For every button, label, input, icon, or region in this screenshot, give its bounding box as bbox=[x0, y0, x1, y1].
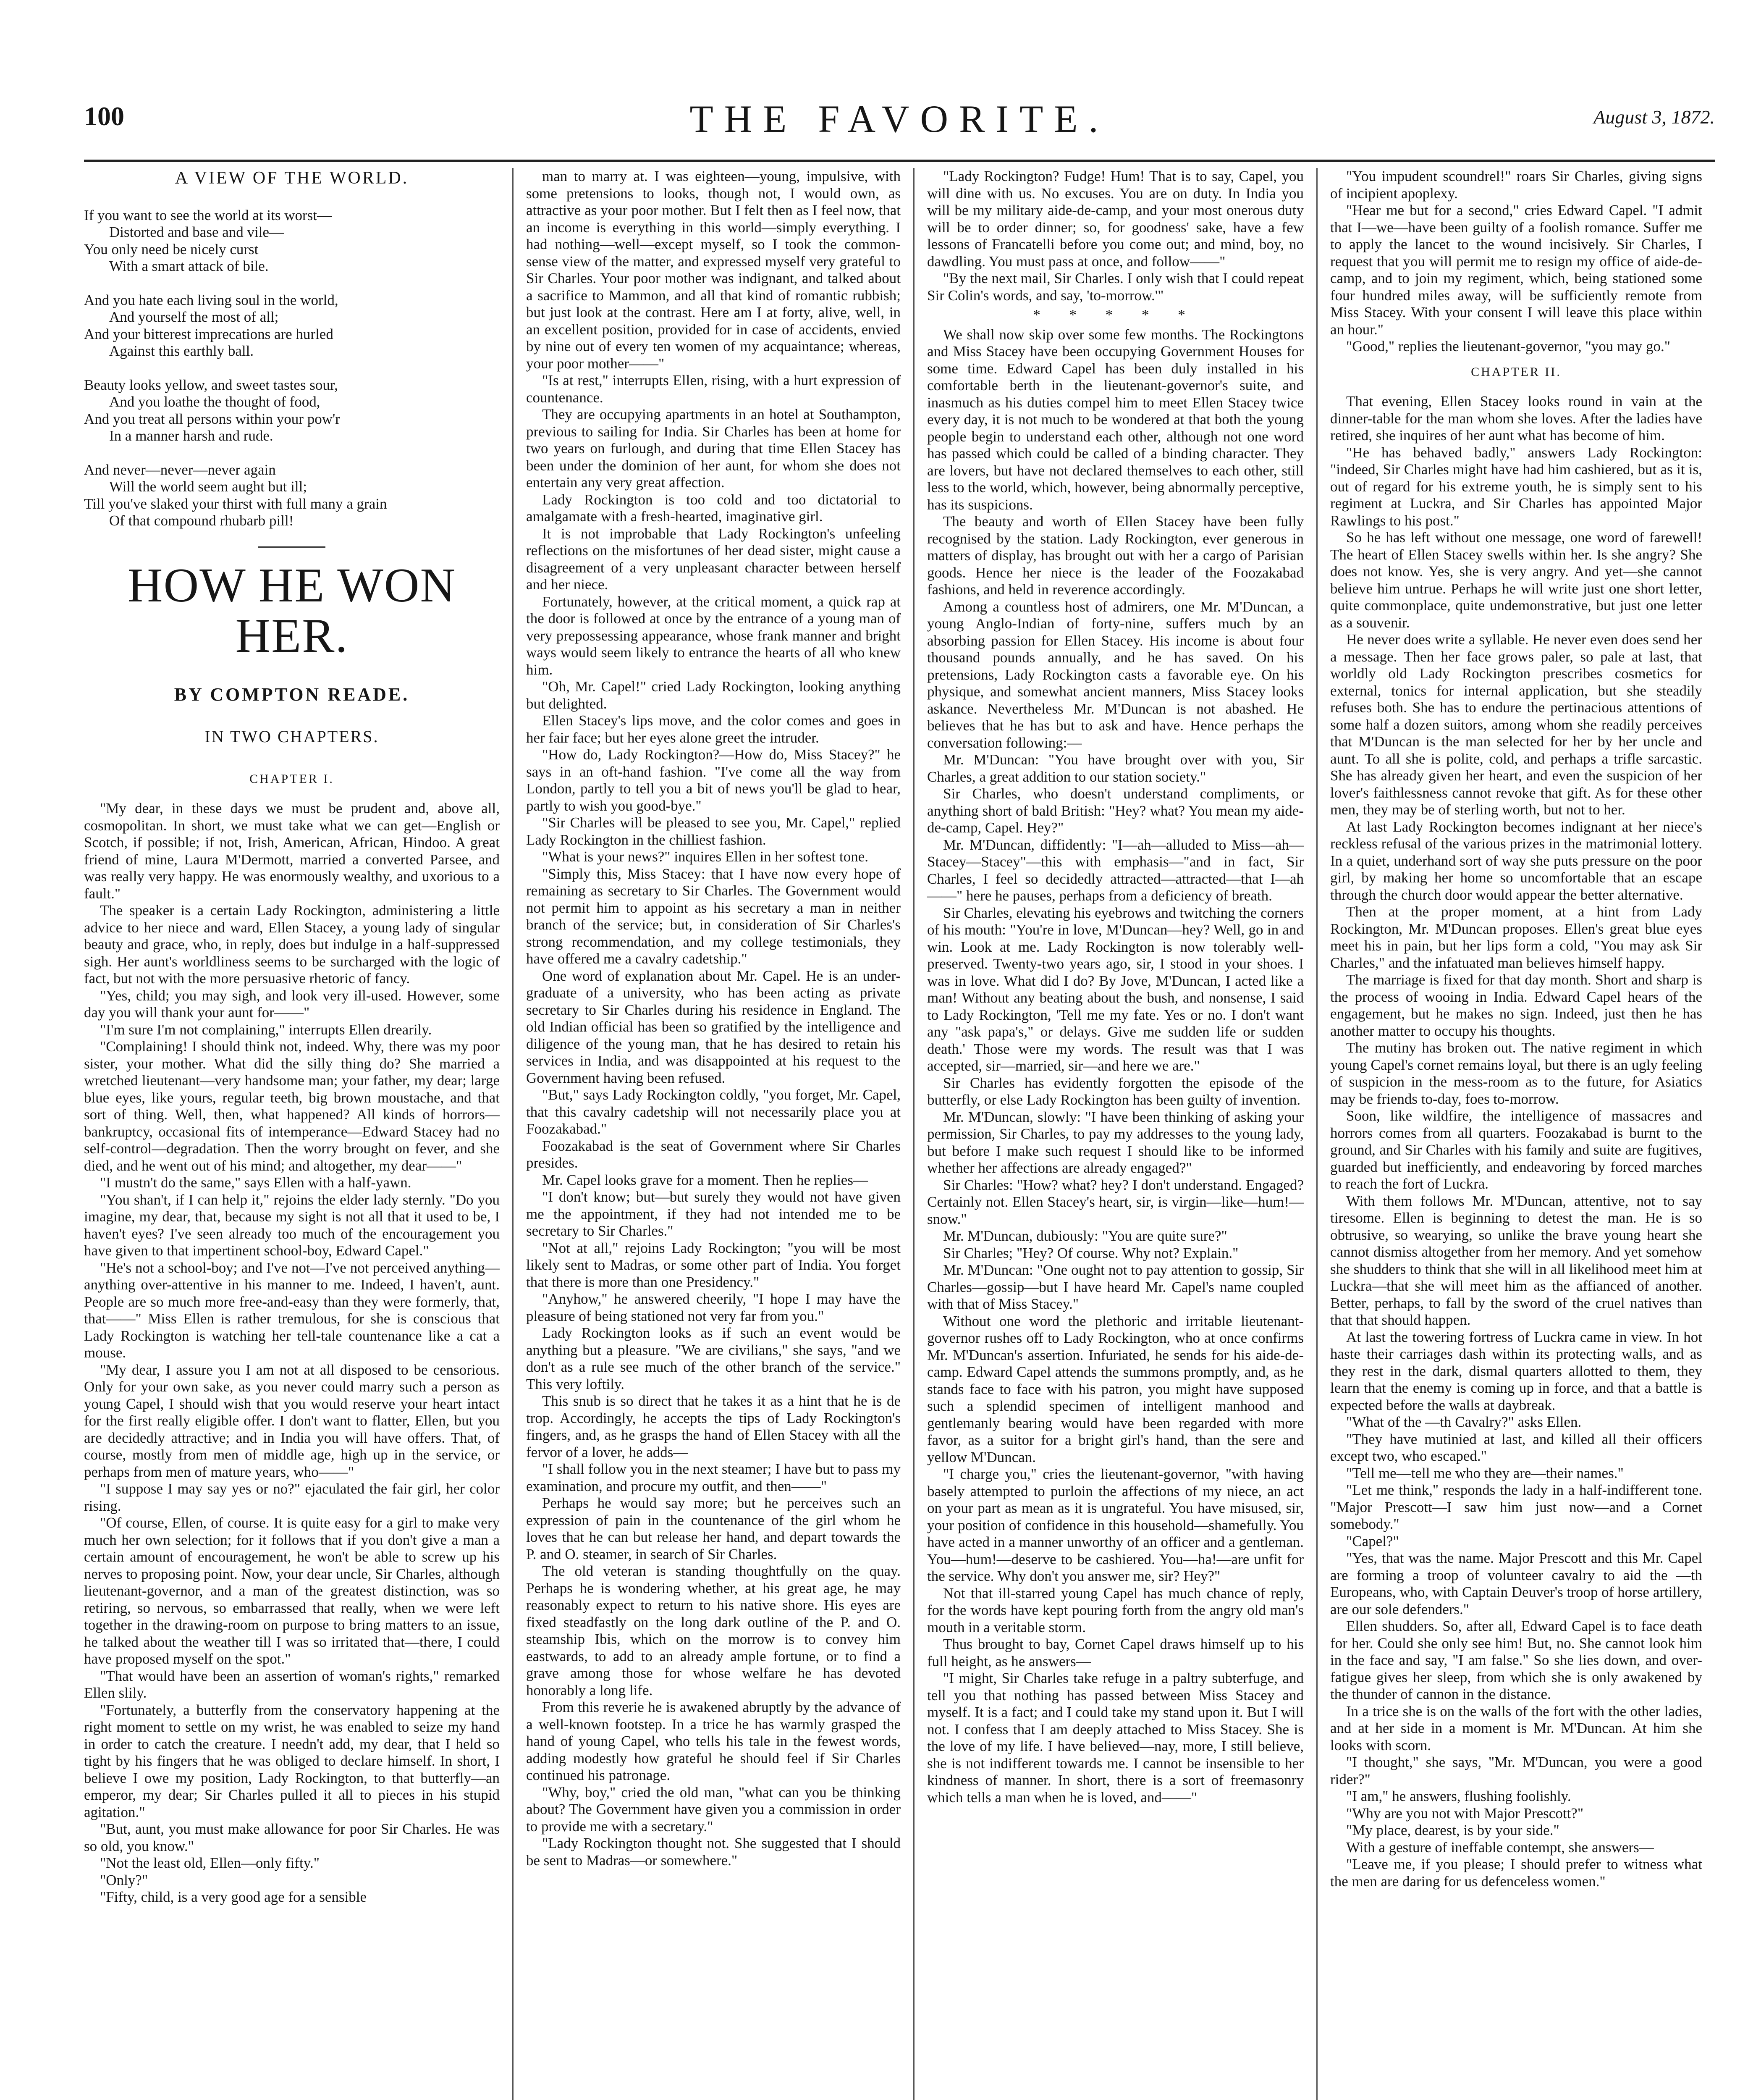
paragraph: They are occupying apartments in an hotel at Southampton, previous to sailing for India. Sir Charles has been at home for two years on furlough, and during that time Ellen Stacey has been under the dominion of her aunt, for whom she does not entertain any very great affection. bbox=[526, 406, 901, 491]
paragraph: "Let me think," responds the lady in a half-indifferent tone. "Major Prescott—I saw him just now—and a Cornet somebody." bbox=[1330, 1482, 1702, 1532]
paragraph: "Fortunately, a butterfly from the conservatory happening at the right moment to settle on my wrist, he was enabled to seize my hand in order to catch the creature. I needn't add, my dear, that I held so tight by his fingers that he was obliged to declare himself. In short, I believe I owe my position, Lady Rockington, to that butterfly—an emperor, my dear; Sir Charles pulled it all to pieces in his stupid agitation." bbox=[84, 1701, 500, 1820]
paragraph: It is not improbable that Lady Rockington's unfeeling reflections on the misfortunes of her dead sister, might cause a disagreement of a very unpleasant character between herself and her niece. bbox=[526, 525, 901, 593]
paragraph: "Yes, child; you may sigh, and look very ill-used. However, some day you will thank your aunt for——" bbox=[84, 987, 500, 1021]
paragraph: "My dear, in these days we must be prudent and, above all, cosmopolitan. In short, we must take what we can get—English or Scotch, if possible; if not, Irish, American, African, Hindoo. A great friend of mine, Laura M'Dermott, married a converted Parsee, and was really very happy. He was enormously wealthy, and uxorious to a fault." bbox=[84, 800, 500, 902]
paragraph: Soon, like wildfire, the intelligence of massacres and horrors comes from all quarters. Foozakabad is burnt to the ground, and Sir Charles with his family and suite are fugitives, guarded but inefficiently, and endeavoring by forced marches to reach the fort of Luckra. bbox=[1330, 1108, 1702, 1192]
paragraph: "Fifty, child, is a very good age for a sensible bbox=[100, 1889, 367, 1905]
paragraph: The speaker is a certain Lady Rockington, administering a little advice to her niece and ward, Ellen Stacey, a young lady of singular beauty and grace, who, in reply, does but indulge in a half-suppressed sigh. Her aunt's worldliness seems to be surcharged with the logic of fact, but not with the more persuasive rhetoric of fancy. bbox=[84, 902, 500, 987]
paragraph: Mr. M'Duncan: "One ought not to pay attention to gossip, Sir Charles—gossip—but I have heard Mr. Capel's name coupled with that of Miss Stacey." bbox=[927, 1262, 1304, 1312]
paragraph: "What of the —th Cavalry?" asks Ellen. bbox=[1346, 1414, 1582, 1430]
paragraph: "I charge you," cries the lieutenant-governor, "with having basely attempted to purloin the affections of my niece, an act on your part as mean as it is ungrateful. You have misused, sir, your position of confidence in this household—shamefully. You have acted in a manner unworthy of an officer and a gentleman. You—hum!—deserve to be cashiered. You—ha!—are unfit for the service. Why don't you answer me, sir? Hey?" bbox=[927, 1466, 1304, 1584]
poem-line: And you loathe the thought of food, bbox=[109, 394, 320, 410]
paragraph: "Not the least old, Ellen—only fifty." bbox=[100, 1855, 320, 1871]
paragraph: "Complaining! I should think not, indeed. Why, there was my poor sister, your mother. What did the silly thing do? She married a wretched lieutenant—very handsome man; your father, my dear; large blue eyes, like yours, regular teeth, big brown moustache, and that sort of thing. Well, then, what happened? All kinds of horrors—bankruptcy, occasional fits of intemperance—Edward Stacey had no self-control—degradation. Then the worry brought on fever, and she died, and he went out of his mind; and altogether, my dear——" bbox=[84, 1038, 500, 1174]
paragraph: That evening, Ellen Stacey looks round in vain at the dinner-table for the man whom she loves. After the ladies have retired, she inquires of her aunt what has become of him. bbox=[1330, 393, 1702, 444]
poem-line: Beauty looks yellow, and sweet tastes sour, bbox=[84, 376, 338, 393]
paragraph: "Sir Charles will be pleased to see you, Mr. Capel," replied Lady Rockington in the chilliest fashion. bbox=[526, 814, 901, 848]
divider-rule bbox=[258, 546, 325, 548]
paragraph: Without one word the plethoric and irritable lieutenant-governor rushes off to Lady Rockington, who at once confirms Mr. M'Duncan's assertion. Infuriated, he sends for his aide-de-camp. Edward Capel attends the summons promptly, and, as he stands face to face with his patron, you might have supposed such a splendid specimen of intelligent manhood and gentlemanly bearing would have been regarded with more favor, as a suitor for a bright girl's hand, than the sere and yellow M'Duncan. bbox=[927, 1312, 1304, 1465]
paragraph: "But, aunt, you must make allowance for poor Sir Charles. He was so old, you know." bbox=[84, 1821, 500, 1854]
paragraph: "Why are you not with Major Prescott?" bbox=[1346, 1805, 1584, 1822]
paragraph: Sir Charles, who doesn't understand compliments, or anything short of bald British: "Hey? what? You mean my aide-de-camp, Capel. Hey?" bbox=[927, 785, 1304, 836]
paragraph: "You shan't, if I can help it," rejoins the elder lady sternly. "Do you imagine, my dear, that, because my sight is not all that it used to be, I haven't eyes? I've seen already too much of the encouragement you have given to that impertinent school-boy, Edward Capel." bbox=[84, 1191, 500, 1259]
paragraph: "I am," he answers, flushing foolishly. bbox=[1346, 1788, 1571, 1804]
poem-line: And your bitterest imprecations are hurled bbox=[84, 326, 333, 342]
paragraph: We shall now skip over some few months. The Rockingtons and Miss Stacey have been occupying Government Houses for some time. Edward Capel has been duly installed in his comfortable berth in the lieutenant-governor's suite, and inasmuch as his duties compel him to meet Ellen Stacey twice every day, it is not much to be wondered at that both the young people begin to understand each other, although not one word has passed which could be called of a binding character. They are lovers, but have not declared themselves to each other, still less to the world, which, however, being abnormally perceptive, has its suspicions. bbox=[927, 326, 1304, 513]
paragraph: "I suppose I may say yes or no?" ejaculated the fair girl, her color rising. bbox=[84, 1480, 500, 1514]
paragraph: "Good," replies the lieutenant-governor, "you may go." bbox=[1346, 338, 1671, 354]
poem-stanza bbox=[84, 207, 500, 275]
paragraph: "Hear me but for a second," cries Edward Capel. "I admit that I—we—have been guilty of a foolish romance. Suffer me to apply the lancet to the wound incisively. Sir Charles, I request that you will permit me to resign my office of aide-de-camp, and to join my regiment, which, being stationed some four hundred miles away, will be sufficiently remote from Miss Stacey. With your consent I will leave this place within an hour." bbox=[1330, 202, 1702, 338]
paragraph: "They have mutinied at last, and killed all their officers except two, who escaped." bbox=[1330, 1431, 1702, 1464]
paragraph: With a gesture of ineffable contempt, she answers— bbox=[1346, 1839, 1654, 1856]
paragraph: "By the next mail, Sir Charles. I only wish that I could repeat Sir Colin's words, and say, 'to-morrow.'" bbox=[927, 270, 1304, 304]
paragraph: With them follows Mr. M'Duncan, attentive, not to say tiresome. Ellen is beginning to detest the man. He is so obtrusive, so wearying, so unlike the brave young heart she cannot dismiss altogether from her memory. And yet somehow she shudders to think that she will in all likelihood meet him at Luckra—that she will meet him as the affianced of another. Better, perhaps, to fall by the sword of the cruel natives than that that should happen. bbox=[1330, 1192, 1702, 1328]
poem-line: You only need be nicely curst bbox=[84, 241, 259, 257]
paragraph: In a trice she is on the walls of the fort with the other ladies, and at her side in a moment is Mr. M'Duncan. At him she looks with scorn. bbox=[1330, 1703, 1702, 1754]
paragraph: "You impudent scoundrel!" roars Sir Charles, giving signs of incipient apoplexy. bbox=[1330, 168, 1702, 202]
paragraph: Ellen Stacey's lips move, and the color comes and goes in her fair face; but her eyes alone greet the intruder. bbox=[526, 712, 901, 746]
paragraph: Mr. M'Duncan, dubiously: "You are quite sure?" bbox=[943, 1228, 1227, 1244]
paragraph: Not that ill-starred young Capel has much chance of reply, for the words have kept pouring forth from the angry old man's mouth in a veritable storm. bbox=[927, 1585, 1304, 1635]
paragraph: Mr. M'Duncan: "You have brought over with you, Sir Charles, a great addition to our station society." bbox=[927, 751, 1304, 785]
poem-stanza bbox=[84, 292, 500, 360]
paragraph: "Capel?" bbox=[1346, 1533, 1399, 1549]
paragraph: "My dear, I assure you I am not at all disposed to be censorious. Only for your own sake, as you never could marry such a person as young Capel, I should wish that you would reserve your heart intact for the first really eligible offer. I don't want to flatter, Ellen, but you are decidedly attractive; and in India you will have offers. That, of course, mostly from men of middle age, high up in the service, or perhaps from men of mature years, who——" bbox=[84, 1361, 500, 1480]
paragraph: "What is your news?" inquires Ellen in her softest tone. bbox=[542, 848, 869, 865]
poem-line: Against this earthly ball. bbox=[109, 343, 254, 359]
text-columns bbox=[84, 168, 1715, 2100]
paragraph: "Yes, that was the name. Major Prescott and this Mr. Capel are forming a troop of volunteer cavalry to aid the —th Europeans, who, with Captain Deuver's troop of horse artillery, are our sole defenders." bbox=[1330, 1550, 1702, 1617]
poem-line: And you hate each living soul in the world, bbox=[84, 291, 338, 308]
paragraph: At last the towering fortress of Luckra came in view. In hot haste their carriages dash within its protecting walls, and as they rest in the dark, dismal quarters allotted to them, they learn that the enemy is coming up in force, and that a battle is expected before the walls at daybreak. bbox=[1330, 1328, 1702, 1413]
paragraph: "Why, boy," cried the old man, "what can you be thinking about? The Government have given you a commission in order to provide me with a secretary." bbox=[526, 1784, 901, 1835]
paragraph: "He's not a school-boy; and I've not—I've not perceived anything—anything over-attentive in his manner to me. Indeed, I haven't, aunt. People are so much more free-and-easy than they were formerly, that, that——" Miss Ellen is rather tremulous, for she is conscious that Lady Rockington is watching her tell-tale countenance like a cat a mouse. bbox=[84, 1259, 500, 1361]
column-1 bbox=[84, 168, 512, 2100]
column-2-text bbox=[526, 168, 901, 1869]
paragraph: "Of course, Ellen, of course. It is quite easy for a girl to make very much her own selection; for it follows that if you don't give a man a certain amount of encouragement, he won't be able to screw up his nerves to proposing point. Now, your dear uncle, Sir Charles, although lieutenant-governor, and a man of the greatest distinction, was so retiring, so nervous, so embarrassed that really, when we were left together in the drawing-room on purpose to bring matters to an issue, he talked about the weather till I was so irritated that—there, I could have proposed myself on the spot." bbox=[84, 1515, 500, 1667]
paragraph: Sir Charles, elevating his eyebrows and twitching the corners of his mouth: "You're in love, M'Duncan—hey? Well, go in and win. Look at me. Lady Rockington is now tolerably well-preserved. Twenty-two years ago, sir, I stood in your shoes. I was in love. What did I do? By Jove, M'Duncan, I acted like a man! Without any beating about the bush, and nonsense, I said to Lady Rockington, 'Tell me my fate. Yes or no. I don't want any "ask papa's," or delays. Give me sudden life or sudden death.' Those were my words. The result was that I was accepted, sir—married, sir—and here we are." bbox=[927, 904, 1304, 1074]
paragraph: man to marry at. I was eighteen—young, impulsive, with some pretensions to looks, though not, I would own, as attractive as your poor mother. But I felt then as I feel now, that an income is everything in this world—simply everything. I had nothing—well—except myself, so I took the common-sense view of the matter, and expressed myself very grateful to Sir Charles. Your poor mother was indignant, and talked about a sacrifice to Mammon, and all that kind of romantic rubbish; but just look at the contrast. Here am I at forty, alive, well, in an excellent position, provided for in case of accidents, envied by nine out of every ten women of my acquaintance; whereas, your poor mother——" bbox=[526, 168, 901, 372]
poem-line: Till you've slaked your thirst with full many a grain bbox=[84, 495, 387, 512]
poem-line: Will the world seem aught but ill; bbox=[109, 478, 307, 495]
paragraph: Sir Charles; "Hey? Of course. Why not? Explain." bbox=[943, 1244, 1239, 1261]
poem-stanza bbox=[84, 377, 500, 445]
paragraph: Lady Rockington is too cold and too dictatorial to amalgamate with a fresh-hearted, imaginative girl. bbox=[526, 491, 901, 525]
poem-body bbox=[84, 207, 500, 530]
poem-line: If you want to see the world at its worst— bbox=[84, 207, 332, 223]
issue-date: August 3, 1872. bbox=[1593, 106, 1715, 128]
paragraph: "Anyhow," he answered cheerily, "I hope I may have the pleasure of being stationed not very far from you." bbox=[526, 1291, 901, 1324]
paragraph: Thus brought to bay, Cornet Capel draws himself up to his full height, as he answers— bbox=[927, 1636, 1304, 1670]
paragraph: Perhaps he would say more; but he perceives such an expression of pain in the countenance of the girl whom he loves that he can but release her hand, and depart towards the P. and O. steamer, in search of Sir Charles. bbox=[526, 1495, 901, 1562]
chapter-heading: CHAPTER II. bbox=[1471, 365, 1562, 379]
paragraph: He never does write a syllable. He never even does send her a message. Then her face grows paler, so pale at last, that worldly old Lady Rockington prescribes cosmetics for external, tonics for internal application, but she steadily refuses both. She has to endure the pertinacious attentions of some half a dozen suitors, among whom she readily perceives that M'Duncan is the man selected for her by her uncle and aunt. To all she is polite, cold, and perhaps a trifle sarcastic. She has already given her heart, and even the suspicion of her lover's faithlessness cannot revoke that gift. As for these other men, they may be of sterling worth, but not to her. bbox=[1330, 631, 1702, 818]
paragraph: Sir Charles: "How? what? hey? I don't understand. Engaged? Certainly not. Ellen Stacey's heart, sir, is virgin—like—hum!—snow." bbox=[927, 1176, 1304, 1227]
paragraph: Mr. M'Duncan, diffidently: "I—ah—alluded to Miss—ah—Stacey—Stacey"—this with emphasis—"and in fact, Sir Charles, I feel so decidedly attracted—attracted—that I—ah——" here he pauses, perhaps from a deficiency of breath. bbox=[927, 836, 1304, 904]
paragraph: "I shall follow you in the next steamer; I have but to pass my examination, and procure my outfit, and then——" bbox=[526, 1461, 901, 1494]
paragraph: One word of explanation about Mr. Capel. He is an under-graduate of a university, who has been acting as private secretary to Sir Charles during his residence in England. The old Indian official has been so gratified by the intelligence and diligence of the young man, that he has desired to retain his services in India, and was disappointed at his request to the Government having been refused. bbox=[526, 967, 901, 1086]
paragraph: Sir Charles has evidently forgotten the episode of the butterfly, or else Lady Rockington has been guilty of invention. bbox=[927, 1074, 1304, 1108]
paragraph: The beauty and worth of Ellen Stacey have been fully recognised by the station. Lady Rockington, ever generous in matters of display, has brought out with her a cargo of Parisian goods. Hence her niece is the leader of the Foozakabad fashions, and held in reverence accordingly. bbox=[927, 513, 1304, 598]
column-4 bbox=[1316, 168, 1715, 2100]
poem-line: And never—never—never again bbox=[84, 461, 276, 478]
paragraph: "Only?" bbox=[100, 1872, 148, 1888]
column-2 bbox=[512, 168, 913, 2100]
poem-line: Distorted and base and vile— bbox=[109, 224, 284, 240]
paragraph: Lady Rockington looks as if such an event would be anything but a pleasure. "We are civilians," she says, "and we don't as a rule see much of the other branch of the service." This very loftily. bbox=[526, 1325, 901, 1392]
story-subtitle: IN TWO CHAPTERS. bbox=[204, 727, 379, 746]
chapter-heading: CHAPTER I. bbox=[249, 772, 334, 786]
poem-line: In a manner harsh and rude. bbox=[109, 428, 273, 444]
poem-stanza bbox=[84, 462, 500, 530]
paragraph: "My place, dearest, is by your side." bbox=[1346, 1822, 1559, 1838]
column-1-text bbox=[84, 800, 500, 1906]
poem-title: A VIEW OF THE WORLD. bbox=[175, 168, 409, 188]
newspaper-title: THE FAVORITE. bbox=[689, 97, 1109, 140]
paragraph: "Not at all," rejoins Lady Rockington; "you will be most likely sent to Madras, or some other part of India. You forget that there is more than one Presidency." bbox=[526, 1239, 901, 1290]
paragraph: "Lady Rockington thought not. She suggested that I should be sent to Madras—or somewhere." bbox=[526, 1835, 901, 1869]
paragraph: Fortunately, however, at the critical moment, a quick rap at the door is followed at once by the entrance of a young man of very prepossessing appearance, whose frank manner and bright ways would seem likely to entrance the hearts of all who knew him. bbox=[526, 593, 901, 678]
paragraph: The old veteran is standing thoughtfully on the quay. Perhaps he is wondering whether, at his great age, he may reasonably expect to return to his native shore. His eyes are fixed steadfastly on the long dark outline of the P. and O. steamship Ibis, which on the morrow is to convey him eastwards, to add to an already ample fortune, or to find a grave among those for whose welfare he has devoted honorably a long life. bbox=[526, 1563, 901, 1698]
paragraph: "I mustn't do the same," says Ellen with a half-yawn. bbox=[100, 1174, 411, 1191]
paragraph: The mutiny has broken out. The native regiment in which young Capel's cornet remains loyal, but there is an ugly feeling of suspicion in the mess-room as to the future, for Asiatics may be friends to-day, foes to-morrow. bbox=[1330, 1040, 1702, 1107]
paragraph: "That would have been an assertion of woman's rights," remarked Ellen slily. bbox=[84, 1667, 500, 1701]
paragraph: Mr. Capel looks grave for a moment. Then he replies— bbox=[542, 1171, 868, 1188]
paragraph: Foozakabad is the seat of Government where Sir Charles presides. bbox=[526, 1137, 901, 1171]
poem-line: And yourself the most of all; bbox=[109, 309, 279, 325]
paragraph: Mr. M'Duncan, slowly: "I have been thinking of asking your permission, Sir Charles, to pay my addresses to the young lady, but before I make such request I should like to be informed whether her affections are already engaged?" bbox=[927, 1108, 1304, 1176]
paragraph: So he has left without one message, one word of farewell! The heart of Ellen Stacey swells within her. Is she angry? She does not know. Yes, she is very angry. And yet—she cannot believe him untrue. Perhaps he will write just one short letter, quite commonplace, quite undemonstrative, but just one letter as a souvenir. bbox=[1330, 529, 1702, 631]
paragraph: From this reverie he is awakened abruptly by the advance of a well-known footstep. In a trice he has warmly grasped the hand of young Capel, who tells his tale in the fewest words, adding modestly how grateful he should feel if Sir Charles continued his patronage. bbox=[526, 1699, 901, 1783]
section-break: * * * * * bbox=[1033, 307, 1198, 323]
page-number: 100 bbox=[84, 101, 124, 131]
poem-line: Of that compound rhubarb pill! bbox=[109, 512, 294, 529]
paragraph: Ellen shudders. So, after all, Edward Capel is to face death for her. Could she only see him! But, no. She cannot look him in the face and say, "I am false." So she lies down, and over-fatigue gives her sleep, from which she is only awakened by the thunder of cannon in the distance. bbox=[1330, 1618, 1702, 1702]
masthead bbox=[84, 84, 1715, 162]
column-4-text bbox=[1330, 168, 1702, 1890]
paragraph: "Is at rest," interrupts Ellen, rising, with a hurt expression of countenance. bbox=[526, 372, 901, 406]
paragraph: "I'm sure I'm not complaining," interrupts Ellen drearily. bbox=[100, 1021, 432, 1038]
paragraph: "Leave me, if you please; I should prefer to witness what the men are daring for us defenceless women." bbox=[1330, 1856, 1702, 1890]
paragraph: At last Lady Rockington becomes indignant at her niece's reckless refusal of the various prizes in the matrimonial lottery. In a quiet, underhand sort of way she puts pressure on the poor girl, by making her home so uncomfortable that an escape through the church door would appear the better alternative. bbox=[1330, 818, 1702, 903]
paragraph: "He has behaved badly," answers Lady Rockington: "indeed, Sir Charles might have had him cashiered, but as it is, out of regard for his extreme youth, he is simply sent to his regiment at Luckra, and Sir Charles has appointed Major Rawlings to his post." bbox=[1330, 444, 1702, 529]
paragraph: "How do, Lady Rockington?—How do, Miss Stacey?" he says in an oft-hand fashion. "I've come all the way from London, partly to tell you a bit of news you'll be glad to hear, partly to wish you good-bye." bbox=[526, 746, 901, 814]
paragraph: "Simply this, Miss Stacey: that I have now every hope of remaining as secretary to Sir Charles. The Government would not permit him to appoint as his secretary a man in neither branch of the service; but, in consideration of Sir Charles's strong recommendation, and my college testimonials, they have offered me a cavalry cadetship." bbox=[526, 865, 901, 967]
paragraph: "But," says Lady Rockington coldly, "you forget, Mr. Capel, that this cavalry cadetship will not necessarily place you at Foozakabad." bbox=[526, 1087, 901, 1137]
column-3 bbox=[913, 168, 1316, 2100]
column-3-text bbox=[927, 168, 1304, 1806]
poem-line: With a smart attack of bile. bbox=[109, 258, 269, 274]
paragraph: "Tell me—tell me who they are—their names." bbox=[1346, 1465, 1624, 1481]
paragraph: The marriage is fixed for that day month. Short and sharp is the process of wooing in India. Edward Capel hears of the engagement, but he makes no sign. Indeed, just then he has another matter to occupy his thoughts. bbox=[1330, 971, 1702, 1039]
paragraph: Then at the proper moment, at a hint from Lady Rockington, Mr. M'Duncan proposes. Ellen's great blue eyes meet his in pain, but her lips form a cold, "You may ask Sir Charles," and the infatuated man believes himself happy. bbox=[1330, 903, 1702, 971]
story-byline: BY COMPTON READE. bbox=[174, 684, 410, 705]
paragraph: "Oh, Mr. Capel!" cried Lady Rockington, looking anything but delighted. bbox=[526, 678, 901, 712]
paragraph: "Lady Rockington? Fudge! Hum! That is to say, Capel, you will dine with us. No excuses. You are on duty. In India you will be my military aide-de-camp, and your most onerous duty will be to order dinner; so, for goodness' sake, have a few lessons of Francatelli before you come out; and mind, boy, no dawdling. You must pass at once, and follow——" bbox=[927, 168, 1304, 270]
paragraph: "I thought," she says, "Mr. M'Duncan, you were a good rider?" bbox=[1330, 1754, 1702, 1788]
story-title: HOW HE WON HER. bbox=[127, 558, 456, 663]
paragraph: "I might, Sir Charles take refuge in a paltry subterfuge, and tell you that nothing has passed between Miss Stacey and myself. It is a fact; and I could take my stand upon it. But I will not. I confess that I am deeply attached to Miss Stacey. She is the love of my life. I have believed—nay, more, I still believe, she is not indifferent towards me. I cannot be insensible to her kindness of manner. In short, there is a sort of freemasonry which tells a man when he is loved, and——" bbox=[927, 1670, 1304, 1806]
paragraph: This snub is so direct that he takes it as a hint that he is de trop. Accordingly, he accepts the tips of Lady Rockington's fingers, and, as he grasps the hand of Ellen Stacey with all the fervor of a lover, he adds— bbox=[526, 1393, 901, 1460]
paragraph: "I don't know; but—but surely they would not have given me the appointment, if they had not intended me to be secretary to Sir Charles." bbox=[526, 1189, 901, 1239]
poem-line: And you treat all persons within your pow'r bbox=[84, 410, 340, 427]
paragraph: Among a countless host of admirers, one Mr. M'Duncan, a young Anglo-Indian of forty-nine, suffers much by an absorbing passion for Ellen Stacey. His income is about four thousand pounds annually, and he has saved. On his pretensions, Lady Rockington casts a favorable eye. On his physique, and somewhat ancient manners, Miss Stacey looks askance. Nevertheless Mr. M'Duncan is not abashed. He believes that he has but to ask and have. Hence perhaps the conversation following:— bbox=[927, 598, 1304, 751]
